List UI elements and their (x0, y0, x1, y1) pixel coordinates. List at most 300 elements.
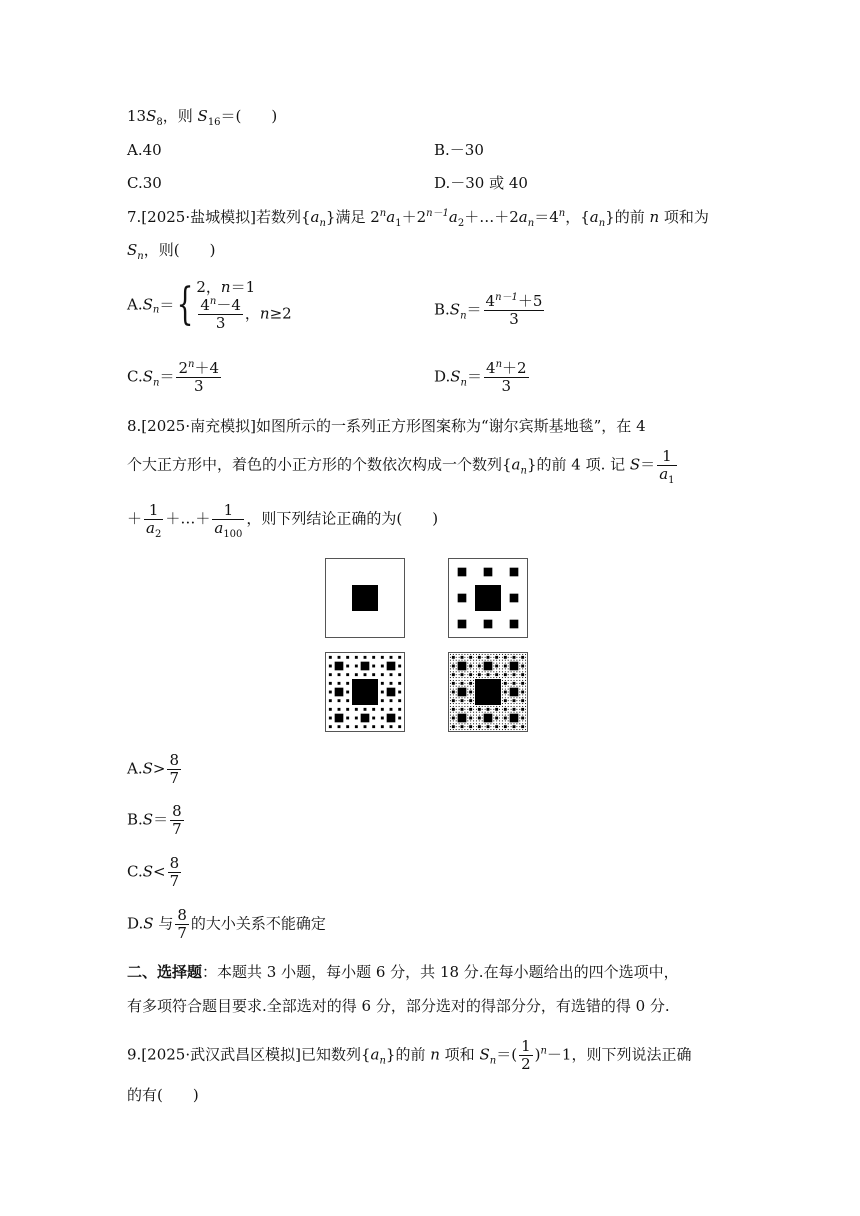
shaded-square (453, 712, 454, 713)
shaded-square (476, 706, 477, 707)
shaded-square (516, 729, 517, 730)
shaded-square (505, 723, 506, 724)
shaded-square (490, 671, 491, 672)
shaded-square (511, 660, 512, 661)
shaded-square (461, 656, 464, 659)
shaded-square (525, 686, 526, 687)
shaded-square (485, 706, 486, 707)
shaded-square (452, 665, 455, 668)
shaded-square (499, 729, 500, 730)
shaded-square (456, 723, 457, 724)
shaded-square (346, 725, 349, 728)
shaded-square (508, 663, 509, 664)
shaded-square (372, 725, 375, 728)
shaded-square (355, 656, 358, 659)
shaded-square (459, 706, 460, 707)
shaded-square (522, 712, 523, 713)
shaded-square (505, 697, 506, 698)
shaded-square (381, 708, 384, 711)
shaded-square (464, 703, 465, 704)
shaded-square (493, 723, 494, 724)
shaded-square (525, 718, 526, 719)
shaded-square (493, 712, 494, 713)
shaded-square (450, 657, 451, 658)
shaded-square (398, 673, 401, 676)
shaded-square (453, 723, 454, 724)
shaded-square (521, 665, 524, 668)
shaded-square (519, 680, 520, 681)
shaded-square (479, 715, 480, 716)
shaded-square (469, 673, 472, 676)
shaded-square (519, 729, 520, 730)
shaded-square (499, 720, 500, 721)
shaded-square (490, 706, 491, 707)
shaded-square (499, 663, 500, 664)
shaded-square (462, 723, 463, 724)
q7-option-a: $A.S_n=${ 2，n＝1 $\frac{4^n-4}{3}$ ，n≥2 (127, 278, 292, 332)
shaded-square (464, 657, 465, 658)
shaded-square (485, 671, 486, 672)
shaded-square (467, 680, 468, 681)
shaded-square (456, 700, 457, 701)
shaded-square (525, 683, 526, 684)
shaded-square (495, 665, 498, 668)
shaded-square (479, 668, 480, 669)
shaded-square (490, 726, 491, 727)
shaded-square (450, 660, 451, 661)
shaded-square (476, 654, 477, 655)
shaded-square (467, 671, 468, 672)
shaded-square (511, 657, 512, 658)
shaded-square (473, 657, 474, 658)
shaded-square (505, 668, 506, 669)
shaded-square (482, 723, 483, 724)
shaded-square (505, 686, 506, 687)
shaded-square (482, 726, 483, 727)
shaded-square (462, 686, 463, 687)
shaded-square (459, 654, 460, 655)
shaded-square (502, 674, 503, 675)
shaded-square (473, 666, 474, 667)
q8-option-d: D.S 与 $\frac{8}{7}$ 的大小关系不能确定 (127, 906, 326, 942)
section2-heading-line2: 有多项符合题目要求.全部选对的得 6 分，部分选对的得部分分，有选错的得 0 分. (127, 997, 670, 1015)
shaded-square (352, 679, 378, 705)
shaded-square (473, 668, 474, 669)
shaded-square (456, 683, 457, 684)
shaded-square (459, 683, 460, 684)
shaded-square (464, 723, 465, 724)
shaded-square (464, 660, 465, 661)
shaded-square (458, 688, 467, 697)
shaded-square (458, 594, 467, 603)
shaded-square (450, 671, 451, 672)
shaded-square (490, 723, 491, 724)
shaded-square (499, 726, 500, 727)
shaded-square (459, 729, 460, 730)
shaded-square (502, 706, 503, 707)
shaded-square (508, 683, 509, 684)
shaded-square (504, 673, 507, 676)
shaded-square (456, 689, 457, 690)
shaded-square (450, 663, 451, 664)
shaded-square (467, 726, 468, 727)
shaded-square (522, 720, 523, 721)
shaded-square (519, 700, 520, 701)
shaded-square (346, 665, 349, 668)
shaded-square (505, 712, 506, 713)
q9-stem-line1: 9.[2025·武汉武昌区模拟]已知数列$\{a_n\}$的前 n 项和 $S_n=$( $\frac{1}{2}$ )$^n$－1，则下列说法正确 (127, 1037, 692, 1073)
shaded-square (479, 706, 480, 707)
shaded-square (450, 689, 451, 690)
shaded-square (508, 712, 509, 713)
shaded-square (459, 703, 460, 704)
shaded-square (502, 654, 503, 655)
shaded-square (519, 720, 520, 721)
shaded-square (453, 729, 454, 730)
shaded-square (519, 686, 520, 687)
shaded-square (390, 656, 393, 659)
shaded-square (469, 691, 472, 694)
shaded-square (381, 682, 384, 685)
shaded-square (496, 660, 497, 661)
shaded-square (525, 680, 526, 681)
shaded-square (484, 568, 493, 577)
shaded-square (504, 717, 507, 720)
shaded-square (329, 656, 332, 659)
shaded-square (511, 680, 512, 681)
sierpinski-carpet-1 (325, 558, 405, 638)
shaded-square (522, 671, 523, 672)
shaded-square (464, 697, 465, 698)
q6-option-c: C.30 (127, 174, 162, 192)
q7-option-b: $B.S_n=$ $\frac{4^{n-1}+5}{3}$ (434, 292, 543, 328)
shaded-square (381, 717, 384, 720)
shaded-square (508, 709, 509, 710)
shaded-square (490, 677, 491, 678)
shaded-square (464, 686, 465, 687)
shaded-square (519, 709, 520, 710)
shaded-square (456, 726, 457, 727)
shaded-square (469, 665, 472, 668)
shaded-square (482, 729, 483, 730)
shaded-square (496, 654, 497, 655)
shaded-square (502, 726, 503, 727)
shaded-square (475, 679, 501, 705)
shaded-square (456, 677, 457, 678)
shaded-square (525, 715, 526, 716)
shaded-square (469, 717, 472, 720)
shaded-square (462, 654, 463, 655)
shaded-square (479, 720, 480, 721)
shaded-square (525, 712, 526, 713)
shaded-square (462, 697, 463, 698)
shaded-square (467, 657, 468, 658)
shaded-square (458, 620, 467, 629)
shaded-square (502, 718, 503, 719)
shaded-square (387, 714, 396, 723)
shaded-square (381, 673, 384, 676)
shaded-square (484, 620, 493, 629)
shaded-square (505, 715, 506, 716)
shaded-square (496, 677, 497, 678)
shaded-square (335, 688, 344, 697)
shaded-square (514, 660, 515, 661)
shaded-square (473, 709, 474, 710)
shaded-square (493, 718, 494, 719)
q7-option-c: $C.S_n=$ $\frac{2^n+4}{3}$ (127, 359, 220, 395)
shaded-square (508, 715, 509, 716)
shaded-square (505, 706, 506, 707)
shaded-square (514, 723, 515, 724)
shaded-square (450, 715, 451, 716)
shaded-square (522, 663, 523, 664)
shaded-square (450, 686, 451, 687)
shaded-square (502, 703, 503, 704)
shaded-square (450, 668, 451, 669)
shaded-square (456, 654, 457, 655)
shaded-square (510, 568, 519, 577)
shaded-square (467, 709, 468, 710)
shaded-square (485, 657, 486, 658)
shaded-square (462, 680, 463, 681)
shaded-square (519, 718, 520, 719)
shaded-square (338, 699, 341, 702)
shaded-square (476, 663, 477, 664)
shaded-square (521, 673, 524, 676)
shaded-square (470, 668, 471, 669)
section2-heading-line1: 二、选择题：本题共 3 小题，每小题 6 分，共 18 分.在每小题给出的四个选项中， (127, 963, 679, 981)
shaded-square (510, 662, 519, 671)
shaded-square (470, 723, 471, 724)
shaded-square (450, 729, 451, 730)
shaded-square (514, 680, 515, 681)
shaded-square (519, 712, 520, 713)
shaded-square (462, 677, 463, 678)
shaded-square (355, 725, 358, 728)
shaded-square (510, 714, 519, 723)
shaded-square (479, 712, 480, 713)
shaded-square (495, 717, 498, 720)
shaded-square (469, 708, 472, 711)
shaded-square (329, 725, 332, 728)
shaded-square (488, 677, 489, 678)
shaded-square (464, 712, 465, 713)
shaded-square (456, 692, 457, 693)
shaded-square (511, 654, 512, 655)
shaded-square (499, 668, 500, 669)
shaded-square (519, 694, 520, 695)
shaded-square (467, 720, 468, 721)
shaded-square (521, 717, 524, 720)
shaded-square (329, 691, 332, 694)
shaded-square (456, 697, 457, 698)
shaded-square (499, 718, 500, 719)
shaded-square (338, 708, 341, 711)
shaded-square (459, 674, 460, 675)
shaded-square (522, 668, 523, 669)
shaded-square (525, 700, 526, 701)
shaded-square (508, 692, 509, 693)
shaded-square (390, 673, 393, 676)
shaded-square (456, 674, 457, 675)
shaded-square (499, 654, 500, 655)
shaded-square (473, 654, 474, 655)
shaded-square (519, 666, 520, 667)
shaded-square (476, 720, 477, 721)
shaded-square (508, 700, 509, 701)
shaded-square (513, 725, 516, 728)
shaded-square (467, 697, 468, 698)
sierpinski-carpet-2 (448, 558, 528, 638)
shaded-square (459, 660, 460, 661)
shaded-square (490, 674, 491, 675)
shaded-square (505, 694, 506, 695)
shaded-square (473, 703, 474, 704)
shaded-square (453, 660, 454, 661)
shaded-square (450, 712, 451, 713)
shaded-square (450, 726, 451, 727)
shaded-square (482, 663, 483, 664)
shaded-square (476, 671, 477, 672)
shaded-square (511, 683, 512, 684)
shaded-square (490, 729, 491, 730)
shaded-square (519, 723, 520, 724)
sierpinski-carpet-3 (325, 652, 405, 732)
shaded-square (514, 703, 515, 704)
shaded-square (502, 709, 503, 710)
shaded-square (502, 692, 503, 693)
shaded-square (516, 712, 517, 713)
shaded-square (482, 709, 483, 710)
shaded-square (525, 689, 526, 690)
shaded-square (493, 660, 494, 661)
shaded-square (511, 712, 512, 713)
shaded-square (450, 692, 451, 693)
shaded-square (470, 680, 471, 681)
shaded-square (450, 723, 451, 724)
shaded-square (458, 662, 467, 671)
shaded-square (470, 715, 471, 716)
shaded-square (473, 706, 474, 707)
shaded-square (398, 717, 401, 720)
shaded-square (461, 682, 464, 685)
shaded-square (456, 680, 457, 681)
shaded-square (459, 677, 460, 678)
shaded-square (516, 723, 517, 724)
shaded-square (372, 673, 375, 676)
shaded-square (473, 729, 474, 730)
shaded-square (502, 715, 503, 716)
shaded-square (462, 712, 463, 713)
shaded-square (473, 692, 474, 693)
shaded-square (516, 660, 517, 661)
shaded-square (521, 691, 524, 694)
shaded-square (398, 699, 401, 702)
shaded-square (473, 683, 474, 684)
shaded-square (504, 665, 507, 668)
shaded-square (499, 674, 500, 675)
shaded-square (473, 674, 474, 675)
shaded-square (505, 720, 506, 721)
shaded-square (346, 682, 349, 685)
shaded-square (338, 725, 341, 728)
shaded-square (467, 718, 468, 719)
shaded-square (511, 677, 512, 678)
shaded-square (508, 689, 509, 690)
shaded-square (459, 671, 460, 672)
shaded-square (467, 654, 468, 655)
shaded-square (496, 706, 497, 707)
shaded-square (346, 656, 349, 659)
shaded-square (502, 660, 503, 661)
shaded-square (469, 682, 472, 685)
shaded-square (478, 708, 481, 711)
shaded-square (502, 677, 503, 678)
shaded-square (473, 700, 474, 701)
shaded-square (519, 657, 520, 658)
shaded-square (493, 729, 494, 730)
q9-stem-line2: 的有( ) (127, 1086, 199, 1104)
shaded-square (502, 694, 503, 695)
q8-stem-line1: 8.[2025·南充模拟]如图所示的一系列正方形图案称为“谢尔宾斯基地毯”，在 4 (127, 417, 646, 435)
q6-option-b: B.－30 (434, 141, 484, 159)
shaded-square (502, 729, 503, 730)
shaded-square (519, 692, 520, 693)
shaded-square (346, 691, 349, 694)
shaded-square (508, 694, 509, 695)
shaded-square (505, 654, 506, 655)
shaded-square (452, 708, 455, 711)
shaded-square (493, 666, 494, 667)
shaded-square (522, 677, 523, 678)
shaded-square (499, 677, 500, 678)
shaded-square (488, 660, 489, 661)
shaded-square (467, 723, 468, 724)
shaded-square (352, 585, 378, 611)
shaded-square (473, 720, 474, 721)
shaded-square (398, 708, 401, 711)
shaded-square (513, 673, 516, 676)
shaded-square (508, 706, 509, 707)
shaded-square (473, 686, 474, 687)
shaded-square (473, 694, 474, 695)
shaded-square (516, 654, 517, 655)
shaded-square (372, 656, 375, 659)
shaded-square (499, 657, 500, 658)
shaded-square (372, 717, 375, 720)
shaded-square (525, 668, 526, 669)
shaded-square (502, 668, 503, 669)
shaded-square (508, 671, 509, 672)
shaded-square (476, 718, 477, 719)
shaded-square (511, 729, 512, 730)
shaded-square (499, 660, 500, 661)
shaded-square (473, 715, 474, 716)
shaded-square (504, 699, 507, 702)
shaded-square (521, 708, 524, 711)
shaded-square (502, 657, 503, 658)
shaded-square (519, 703, 520, 704)
shaded-square (398, 656, 401, 659)
shaded-square (493, 671, 494, 672)
shaded-square (502, 683, 503, 684)
shaded-square (488, 723, 489, 724)
shaded-square (469, 656, 472, 659)
shaded-square (525, 694, 526, 695)
shaded-square (476, 715, 477, 716)
shaded-square (516, 697, 517, 698)
shaded-square (525, 677, 526, 678)
